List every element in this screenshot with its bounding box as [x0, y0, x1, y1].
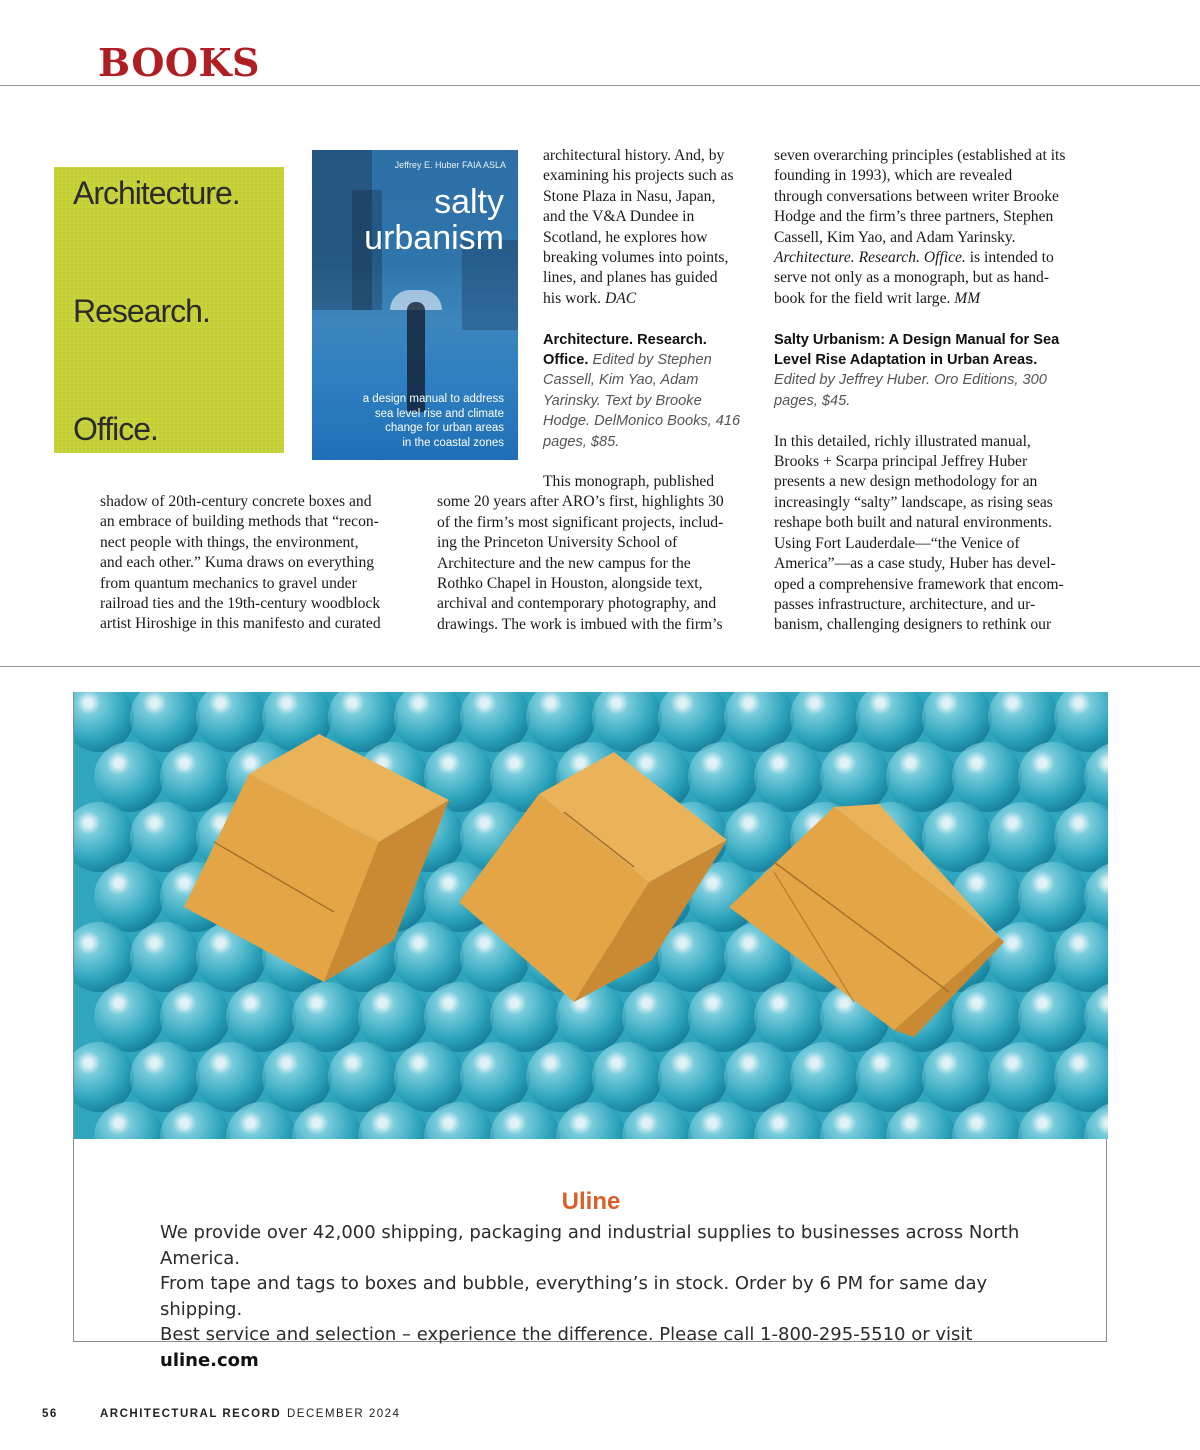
ad-copy: We provide over 42,000 shipping, packaging and industrial supplies to businesses across North America. From tape and tags to boxes and bubble, everything’s in stock. Order by 6 PM for same day shipping. Best service and selection – experience the difference. Please call 1-800-295-5510 or visit uline.com	[160, 1222, 1020, 1371]
ad-divider-rule	[0, 666, 1200, 667]
column-2-top-text: architectural history. And, by examining his projects such as Stone Plaza in Nasu, Japan, and the V&A Dundee in Scotland, he explores how breaking volumes into points, lines, and planes has guided his work. DAC Architecture. Research. Office. Edited by Stephen Cassell, Kim Yao, Adam Yarinsky. Text by Brooke Hodge. DelMonico Books, 416 pages, $85.	[543, 146, 763, 452]
cover1-word: Research.	[73, 293, 210, 329]
book-caption-salty-urbanism: Salty Urbanism: A Design Manual for Sea Level Rise Adaptation in Urban Areas. Edited by Jeffrey Huber. Oro Editions, 300 pages, $45.	[774, 331, 1060, 409]
cardboard-box-3	[729, 804, 1004, 1037]
issue-date: DECEMBER 2024	[287, 1408, 401, 1420]
cover2-author: Jeffrey E. Huber FAIA ASLA	[394, 160, 506, 170]
book-cover-salty-urbanism	[312, 150, 518, 460]
reviewer-initials: DAC	[604, 289, 637, 307]
cover2-title: urbanism	[364, 219, 504, 257]
ad-brand-name: Uline	[561, 1188, 621, 1215]
book-cover-architecture-research-office	[54, 167, 284, 453]
column-3-text: seven overarching principles (established at its founding in 1993), which are revealed through conversations between writer Brooke Hodge and the firm’s three partners, Stephen Cassell, Kim Yao, and Adam Yarinsky. Architecture. Research. Office. is intended to serve not only as a monograph, but as hand- book for the field writ large. MM Salty Urbanism: A Design Manual for Sea Level Rise Adaptation in Urban Areas. Edited by Jeffrey Huber. Oro Editions, 300 pages, $45. In this detailed, richly illustrated manual, Brooks + Scarpa principal Jeffrey Huber presents a new design methodology for an increasingly “salty” landscape, as rising seas reshape both built and natural environments. Using Fort Lauderdale—“the Venice of America”—as a case study, Huber has devel- oped a comprehensive framework that encom- passes infrastructure, architecture, and ur- banism, challenging designers to rethink our	[774, 146, 1094, 636]
page-number: 56	[42, 1408, 58, 1420]
column-2-body-text: This monograph, published some 20 years after ARO’s first, highlights 30 of the firm’s most significant projects, includ- ing the Princeton University School of Architecture and the new campus for the Rothko Chapel in Houston, alongside text, archival and contemporary photography, and drawings. The work is imbued with the firm’s	[437, 473, 724, 633]
section-title: BOOKS	[98, 40, 260, 85]
cover2-subtitle: a design manual to address sea level rise and climate change for urban areas in the coastal zones	[362, 393, 504, 449]
book-caption-aro: Architecture. Research. Office. Edited by Stephen Cassell, Kim Yao, Adam Yarinsky. Text by Brooke Hodge. DelMonico Books, 416 pages, $85.	[543, 331, 741, 450]
header-rule	[0, 85, 1200, 86]
magazine-name: ARCHITECTURAL RECORD	[100, 1408, 282, 1420]
ad-photo-bubble-wrap-boxes	[74, 692, 1108, 1139]
uline-advertisement[interactable]	[73, 692, 1107, 1371]
cardboard-box-2	[459, 752, 727, 1002]
cardboard-box-1	[184, 734, 449, 982]
cover1-word: Architecture.	[73, 175, 240, 211]
boxes-illustration	[74, 692, 1108, 1139]
ad-website-link[interactable]: uline.com	[160, 1349, 259, 1371]
reviewer-initials: MM	[954, 289, 981, 307]
column-1-text: shadow of 20th-century concrete boxes and an embrace of building methods that “recon- nect people with things, the environment, and each other.” Kuma draws on everything from quantum mechanics to gravel under railroad ties and the 19th-century woodblock artist Hiroshige in this manifesto and curated	[100, 493, 381, 633]
cover1-word: Office.	[73, 411, 158, 447]
cover2-title: salty	[434, 183, 504, 221]
